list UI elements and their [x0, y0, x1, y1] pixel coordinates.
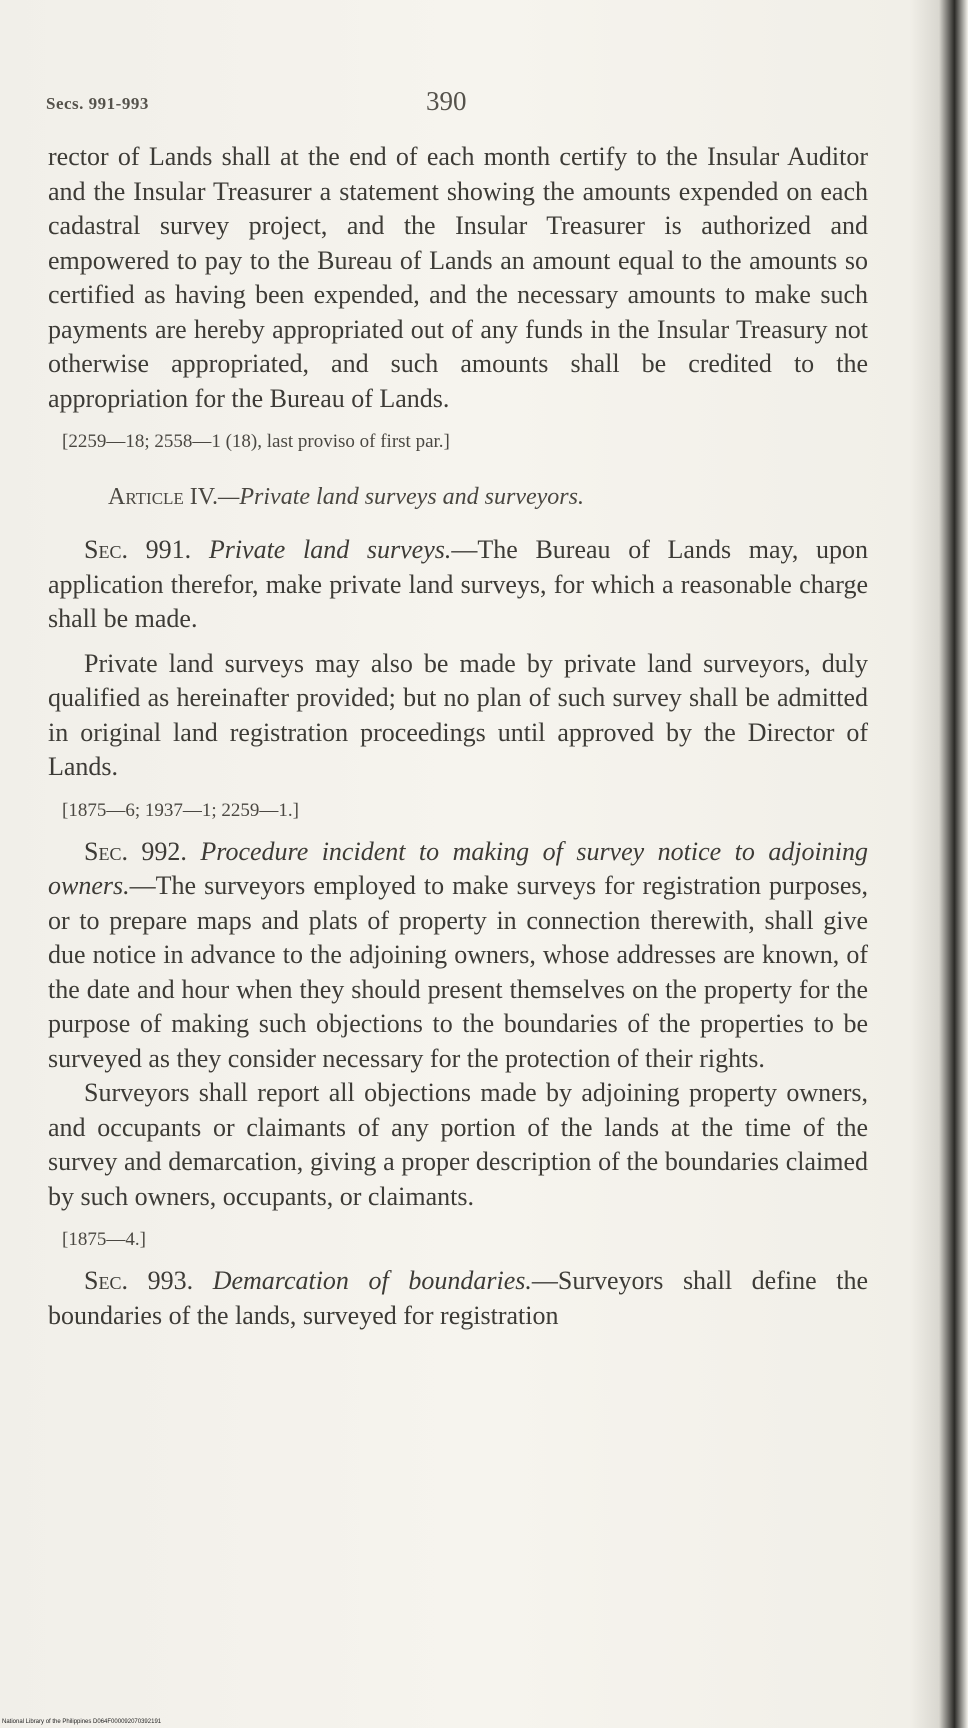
section-992	[48, 835, 868, 1077]
article-title: —Private land surveys and surveyors.	[218, 484, 584, 510]
section-992-paragraph-2: Surveyors shall report all objections made by adjoining property owners, and occupants or claimants of any portion of the lands at the time of the survey and demarcation, giving a proper description of the boundaries claimed by such owners, occupants, or claimants.	[48, 1078, 868, 1211]
page-header	[46, 86, 866, 126]
citation: [1875—4.]	[62, 1229, 146, 1250]
section-title: Procedure incident to making of survey notice to adjoining owners.	[48, 836, 869, 900]
section-991	[48, 533, 868, 637]
scan-footer: National Library of the Philippines D064F000092070392191	[2, 1719, 162, 1725]
section-label: Sec. 991.	[84, 535, 192, 564]
section-993	[48, 1264, 868, 1333]
citation: [2259—18; 2558—1 (18), last proviso of first par.]	[62, 431, 450, 452]
paragraph-continuation: rector of Lands shall at the end of each month certify to the Insular Auditor and the Insular Treasurer a statement showing the amounts expended on each cadastral survey project, and the Insular Treasurer is authorized and empowered to pay to the Bureau of Lands an amount equal to the amounts so certified as having been expended, and the necessary amounts to make such payments are hereby appropriated out of any funds in the Insular Treasury not otherwise appropriated, and such amounts shall be credited to the appropriation for the Bureau of Lands.	[48, 142, 868, 413]
page-number: 390	[426, 86, 467, 116]
section-text: —Surveyors shall define the boundaries of the lands, surveyed for registration	[48, 1266, 868, 1330]
section-range: Secs. 991-993	[46, 94, 149, 113]
section-label: Sec. 993.	[84, 1266, 194, 1295]
section-title: Demarcation of boundaries.	[212, 1266, 532, 1295]
section-title: Private land surveys.	[208, 535, 452, 564]
section-text: —The surveyors employed to make surveys for registration purposes, or to prepare maps and plats of property in connection therewith, shall give due notice in advance to the adjoining owners, whose addresses are known, of the date and hour when they should present themselves on the property for the purpose of making such objections to the boundaries of the properties to be surveyed as they consider necessary for the protection of their rights.	[48, 871, 868, 1073]
section-991-paragraph-2: Private land surveys may also be made by private land surveyors, duly qualified as hereinafter provided; but no plan of such survey shall be admitted in original land registration proceedings until approved by the Director of Lands.	[48, 648, 868, 781]
citation: [1875—6; 1937—1; 2259—1.]	[62, 799, 299, 821]
section-label: Sec. 992.	[84, 836, 187, 866]
section-text: —The Bureau of Lands may, upon application therefor, make private land surveys, for which a reasonable charge shall be made.	[48, 535, 868, 633]
page-body	[48, 140, 868, 1333]
article-heading	[108, 484, 868, 511]
article-label: Article IV.	[108, 484, 219, 510]
